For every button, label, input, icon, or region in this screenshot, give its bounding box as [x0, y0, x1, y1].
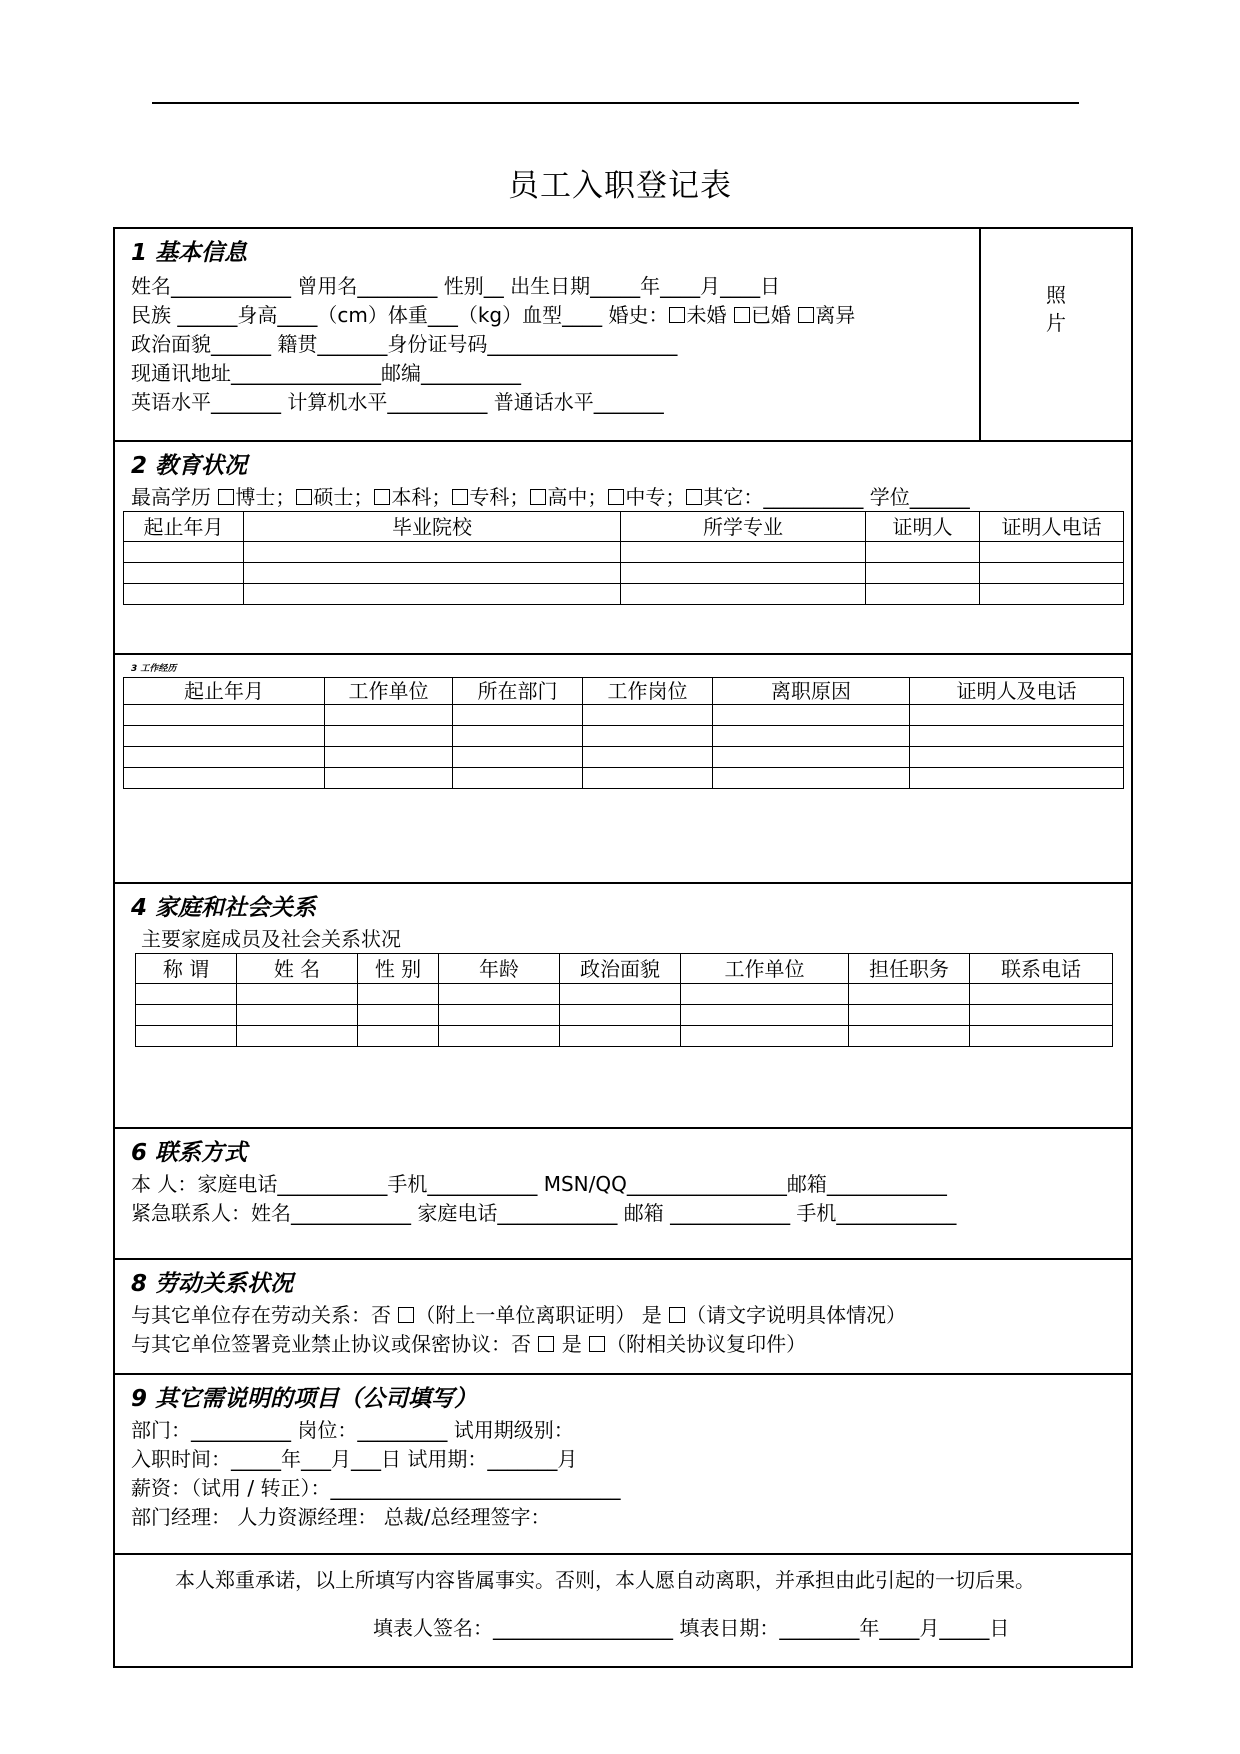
- table-cell[interactable]: [124, 705, 325, 726]
- table-row: [136, 1026, 1113, 1047]
- table-cell[interactable]: [910, 768, 1124, 789]
- photo-label-char: 照: [1046, 283, 1066, 307]
- table-row: [124, 768, 1124, 789]
- table-cell[interactable]: [866, 542, 980, 563]
- family-table: [135, 953, 1113, 1047]
- checkbox[interactable]: [608, 489, 624, 505]
- section-title: 3 工作经历: [131, 664, 177, 674]
- political-origin-id-line[interactable]: 政治面貌______ 籍贯_______身份证号码___________________: [131, 332, 678, 356]
- section-title: 8 劳动关系状况: [131, 1271, 294, 1297]
- table-cell[interactable]: [124, 563, 244, 584]
- table-cell[interactable]: [237, 1005, 358, 1026]
- table-row: [124, 705, 1124, 726]
- photo-box[interactable]: [979, 229, 1131, 440]
- table-cell[interactable]: [980, 563, 1124, 584]
- table-cell[interactable]: [136, 984, 237, 1005]
- section-labor-relation: [115, 1260, 1131, 1375]
- column-header: 起止年月: [124, 512, 244, 542]
- column-header: 所学专业: [621, 512, 866, 542]
- address-postcode-line[interactable]: 现通讯地址_______________邮编__________: [131, 361, 521, 385]
- table-cell[interactable]: [621, 584, 866, 605]
- table-cell[interactable]: [970, 1026, 1113, 1047]
- name-gender-birth-line[interactable]: 姓名____________ 曾用名________ 性别__ 出生日期_____年____月____日: [131, 274, 781, 298]
- checkbox[interactable]: [686, 489, 702, 505]
- column-header: 所在部门: [453, 678, 583, 705]
- table-header-row: [124, 678, 1124, 705]
- table-cell[interactable]: [849, 984, 970, 1005]
- non-compete-line[interactable]: 与其它单位签署竞业禁止协议或保密协议：否 是 （附相关协议复印件）: [131, 1332, 807, 1356]
- table-cell[interactable]: [713, 705, 910, 726]
- table-cell[interactable]: [621, 542, 866, 563]
- table-cell[interactable]: [124, 747, 325, 768]
- highest-degree-line[interactable]: 最高学历 博士； 硕士； 本科； 专科； 高中； 中专； 其它：__________ 学位______: [131, 485, 970, 509]
- table-cell[interactable]: [621, 563, 866, 584]
- section-education: [115, 442, 1131, 655]
- table-row: [124, 747, 1124, 768]
- column-header: 称 谓: [136, 954, 237, 984]
- table-cell[interactable]: [244, 563, 621, 584]
- checkbox[interactable]: [374, 489, 390, 505]
- column-header: 工作单位: [325, 678, 453, 705]
- table-cell[interactable]: [325, 726, 453, 747]
- form-title: 员工入职登记表: [508, 168, 732, 204]
- table-cell[interactable]: [970, 984, 1113, 1005]
- table-cell[interactable]: [910, 705, 1124, 726]
- checkbox[interactable]: [218, 489, 234, 505]
- dept-position-line[interactable]: 部门：__________ 岗位：_________ 试用期级别：: [131, 1418, 574, 1442]
- photo-label: [981, 281, 1131, 337]
- education-table: [123, 511, 1124, 605]
- work-history-table: [123, 677, 1124, 789]
- table-cell[interactable]: [910, 726, 1124, 747]
- table-cell[interactable]: [453, 768, 583, 789]
- family-subtitle: 主要家庭成员及社会关系状况: [141, 927, 401, 951]
- ethnicity-body-marital-line[interactable]: 民族 ______身高____（cm）体重___（kg）血型____ 婚史： 未婚 已婚 离异: [131, 303, 856, 327]
- table-cell[interactable]: [453, 726, 583, 747]
- section-title: 9 其它需说明的项目（公司填写）: [131, 1386, 478, 1412]
- approval-signatures-line[interactable]: 部门经理： 人力资源经理： 总裁/总经理签字：: [131, 1505, 551, 1529]
- table-cell[interactable]: [439, 1005, 560, 1026]
- table-cell[interactable]: [980, 584, 1124, 605]
- entry-date-probation-line[interactable]: 入职时间：_____年___月___日 试用期：_______月: [131, 1447, 578, 1471]
- table-cell[interactable]: [325, 747, 453, 768]
- column-header: 年龄: [439, 954, 560, 984]
- table-cell[interactable]: [583, 705, 713, 726]
- photo-label-text: [981, 281, 1131, 337]
- table-cell[interactable]: [244, 542, 621, 563]
- table-cell[interactable]: [980, 542, 1124, 563]
- table-cell[interactable]: [713, 747, 910, 768]
- salary-line[interactable]: 薪资：（试用 / 转正）：_____________________________: [131, 1476, 621, 1500]
- table-cell[interactable]: [453, 705, 583, 726]
- column-header: 性 别: [358, 954, 439, 984]
- table-cell[interactable]: [970, 1005, 1113, 1026]
- column-header: 起止年月: [124, 678, 325, 705]
- section-company-notes: [115, 1375, 1131, 1555]
- table-row: [124, 542, 1124, 563]
- table-cell[interactable]: [681, 984, 849, 1005]
- checkbox[interactable]: [530, 489, 546, 505]
- registration-form: [113, 227, 1133, 1668]
- table-cell[interactable]: [237, 984, 358, 1005]
- table-cell[interactable]: [358, 1026, 439, 1047]
- signature-date-line[interactable]: 填表人签名：__________________ 填表日期：________年____月_____日: [373, 1616, 1010, 1640]
- section-title: 2 教育状况: [131, 453, 248, 479]
- column-header: 毕业院校: [244, 512, 621, 542]
- column-header: 证明人及电话: [910, 678, 1124, 705]
- table-cell[interactable]: [560, 1005, 681, 1026]
- table-cell[interactable]: [681, 1005, 849, 1026]
- table-cell[interactable]: [358, 984, 439, 1005]
- table-cell[interactable]: [124, 726, 325, 747]
- table-cell[interactable]: [849, 1026, 970, 1047]
- section-title: 1 基本信息: [131, 240, 248, 266]
- table-row: [124, 584, 1124, 605]
- emergency-contact-line[interactable]: 紧急联系人：姓名____________ 家庭电话____________ 邮箱 ____________ 手机____________: [131, 1201, 957, 1225]
- table-cell[interactable]: [136, 1005, 237, 1026]
- section-title: 6 联系方式: [131, 1140, 248, 1166]
- table-cell[interactable]: [910, 747, 1124, 768]
- table-cell[interactable]: [713, 768, 910, 789]
- table-row: [124, 726, 1124, 747]
- column-header: 离职原因: [713, 678, 910, 705]
- table-cell[interactable]: [237, 1026, 358, 1047]
- checkbox[interactable]: [734, 307, 750, 323]
- column-header: 证明人电话: [980, 512, 1124, 542]
- table-cell[interactable]: [136, 1026, 237, 1047]
- section-contact: [115, 1129, 1131, 1260]
- section-pledge: [115, 1555, 1131, 1670]
- table-cell[interactable]: [560, 1026, 681, 1047]
- table-cell[interactable]: [325, 705, 453, 726]
- labor-relation-line[interactable]: 与其它单位存在劳动关系：否 （附上一单位离职证明） 是 （请文字说明具体情况）: [131, 1303, 907, 1327]
- column-header: 工作岗位: [583, 678, 713, 705]
- table-cell[interactable]: [560, 984, 681, 1005]
- checkbox[interactable]: [452, 489, 468, 505]
- table-header-row: [136, 954, 1113, 984]
- column-header: 证明人: [866, 512, 980, 542]
- column-header: 姓 名: [237, 954, 358, 984]
- table-cell[interactable]: [439, 1026, 560, 1047]
- section-title: 4 家庭和社会关系: [131, 895, 317, 921]
- table-cell[interactable]: [583, 768, 713, 789]
- checkbox[interactable]: [669, 307, 685, 323]
- self-contact-line[interactable]: 本 人：家庭电话___________手机___________ MSN/QQ________________邮箱____________: [131, 1172, 947, 1196]
- table-cell[interactable]: [124, 768, 325, 789]
- table-cell[interactable]: [124, 542, 244, 563]
- table-cell[interactable]: [713, 726, 910, 747]
- table-row: [136, 1005, 1113, 1026]
- table-cell[interactable]: [244, 584, 621, 605]
- skill-levels-line[interactable]: 英语水平_______ 计算机水平__________ 普通话水平_______: [131, 390, 664, 414]
- pledge-statement: 本人郑重承诺，以上所填写内容皆属事实。否则，本人愿自动离职，并承担由此引起的一切后果。: [175, 1568, 1035, 1592]
- checkbox[interactable]: [296, 489, 312, 505]
- table-cell[interactable]: [583, 726, 713, 747]
- section-basic-info: [115, 229, 1131, 442]
- header-rule: [152, 102, 1079, 104]
- checkbox[interactable]: [589, 1336, 605, 1352]
- column-header: 政治面貌: [560, 954, 681, 984]
- photo-label-char: 片: [1046, 311, 1066, 335]
- table-cell[interactable]: [866, 584, 980, 605]
- table-row: [124, 563, 1124, 584]
- column-header: 联系电话: [970, 954, 1113, 984]
- section-work-history: [115, 655, 1131, 884]
- section-family: [115, 884, 1131, 1129]
- checkbox[interactable]: [398, 1307, 414, 1323]
- table-cell[interactable]: [849, 1005, 970, 1026]
- table-row: [136, 984, 1113, 1005]
- column-header: 担任职务: [849, 954, 970, 984]
- table-cell[interactable]: [453, 747, 583, 768]
- column-header: 工作单位: [681, 954, 849, 984]
- table-cell[interactable]: [681, 1026, 849, 1047]
- checkbox[interactable]: [798, 307, 814, 323]
- checkbox[interactable]: [538, 1336, 554, 1352]
- table-header-row: [124, 512, 1124, 542]
- table-cell[interactable]: [358, 1005, 439, 1026]
- table-cell[interactable]: [583, 747, 713, 768]
- table-cell[interactable]: [866, 563, 980, 584]
- table-cell[interactable]: [439, 984, 560, 1005]
- table-cell[interactable]: [124, 584, 244, 605]
- table-cell[interactable]: [325, 768, 453, 789]
- checkbox[interactable]: [669, 1307, 685, 1323]
